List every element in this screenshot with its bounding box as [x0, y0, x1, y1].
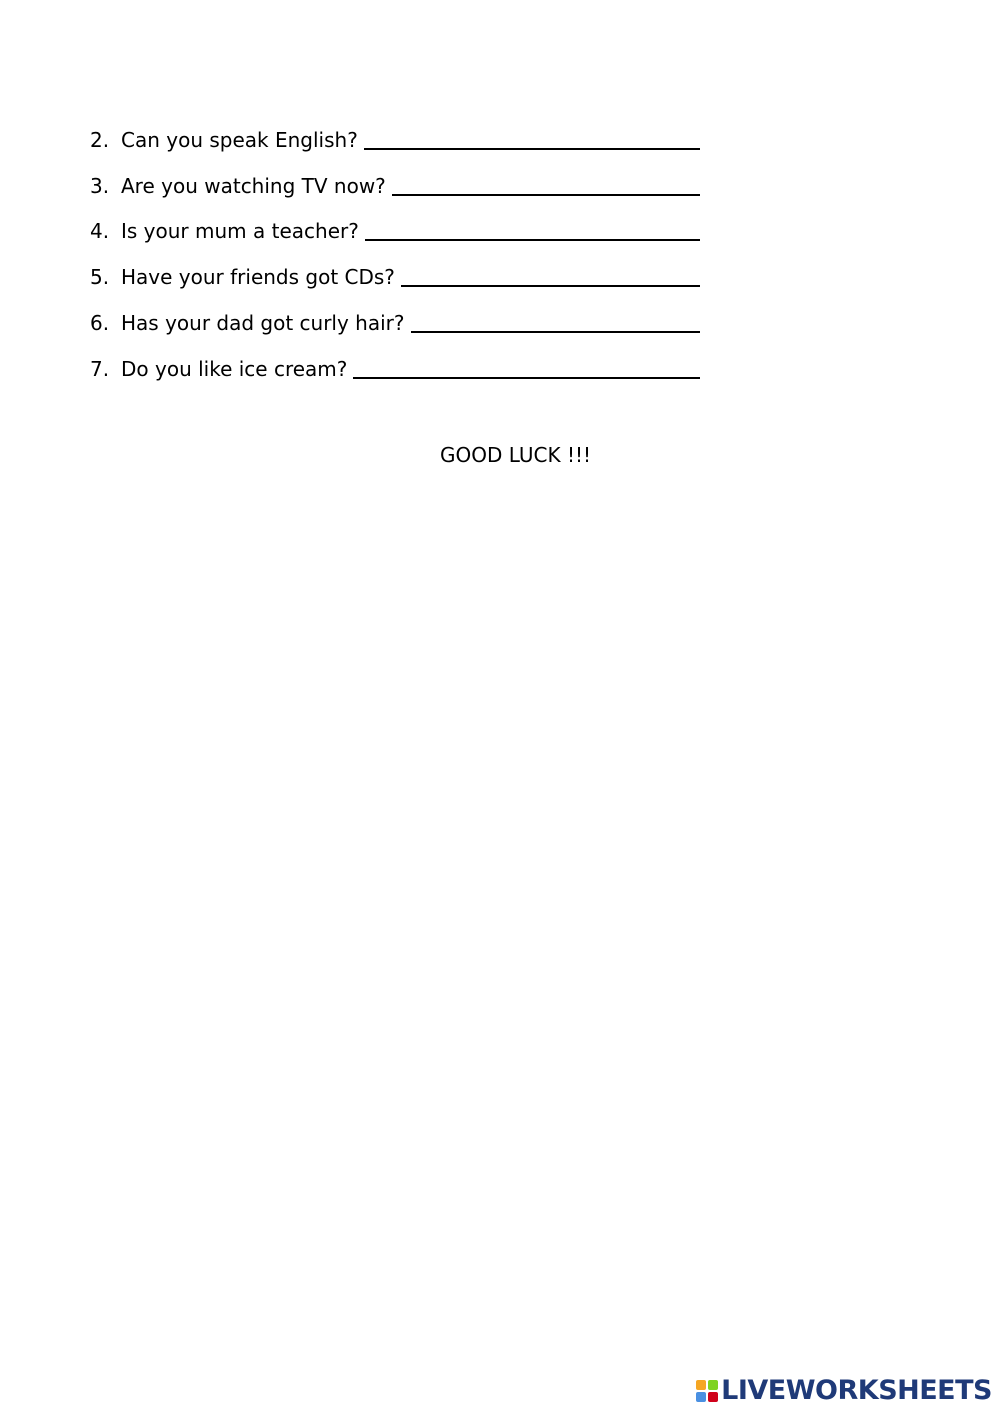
- question-7: [90, 347, 700, 381]
- question-6: [90, 301, 700, 335]
- question-number: 4.: [90, 219, 110, 243]
- logo-square: [708, 1380, 718, 1390]
- brand-name: LIVEWORKSHEETS: [721, 1375, 992, 1406]
- liveworksheets-logo-icon: [696, 1380, 718, 1402]
- question-number: 7.: [90, 357, 110, 381]
- question-text: Are you watching TV now?: [121, 174, 386, 198]
- question-number: 5.: [90, 265, 110, 289]
- logo-square: [696, 1392, 706, 1402]
- question-3: [90, 164, 700, 198]
- question-text: Is your mum a teacher?: [121, 219, 359, 243]
- question-text: Has your dad got curly hair?: [121, 311, 405, 335]
- question-2: [90, 118, 700, 152]
- question-text: Do you like ice cream?: [121, 357, 348, 381]
- answer-input-4[interactable]: [365, 209, 700, 241]
- answer-input-3[interactable]: [392, 164, 700, 196]
- answer-input-5[interactable]: [401, 255, 700, 287]
- question-4: [90, 209, 700, 243]
- logo-square: [696, 1380, 706, 1390]
- logo-square: [708, 1392, 718, 1402]
- question-text: Have your friends got CDs?: [121, 265, 395, 289]
- closing-message: GOOD LUCK !!!: [440, 443, 592, 467]
- question-number: 2.: [90, 128, 110, 152]
- question-number: 3.: [90, 174, 110, 198]
- answer-input-6[interactable]: [411, 301, 700, 333]
- liveworksheets-brand: [696, 1375, 992, 1406]
- question-number: 6.: [90, 311, 110, 335]
- answer-input-7[interactable]: [353, 347, 700, 379]
- answer-input-2[interactable]: [364, 118, 700, 150]
- question-5: [90, 255, 700, 289]
- question-text: Can you speak English?: [121, 128, 358, 152]
